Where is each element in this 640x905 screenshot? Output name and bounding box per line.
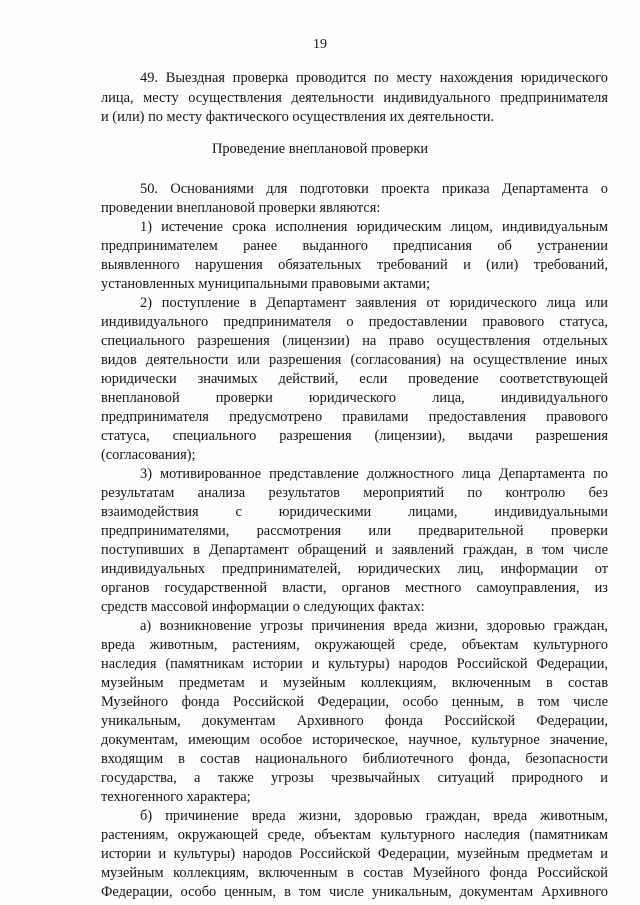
- paragraph-line: наследия (памятникам истории и культуры) народов Российской Федерации,: [101, 656, 608, 672]
- paragraph-line: индивидуальных предпринимателей, юридических лиц, информации от: [101, 561, 608, 577]
- paragraph-line: растениям, окружающей среде, объектам культурного наследия (памятникам: [101, 827, 608, 843]
- paragraph-line: Федерации, особо ценным, в том числе уникальным, документам Архивного: [101, 884, 608, 900]
- paragraph-line: взаимодействия с юридическими лицами, индивидуальными: [101, 504, 608, 520]
- paragraph-line: 2) поступление в Департамент заявления от юридического лица или: [140, 295, 608, 311]
- paragraph-line: юридически значимых действий, если проведение соответствующей: [101, 371, 608, 387]
- paragraph-line: входящим в состав национального библиотечного фонда, безопасности: [101, 751, 608, 767]
- paragraph-line: предпринимателями, рассмотрения или предварительной проверки: [101, 523, 608, 539]
- paragraph-line: 49. Выездная проверка проводится по месту нахождения юридического: [140, 70, 608, 86]
- paragraph-line: и (или) по месту фактического осуществления их деятельности.: [101, 109, 495, 125]
- paragraph-line: индивидуального предпринимателя о предоставлении правового статуса,: [101, 314, 608, 330]
- paragraph-line: видов деятельности или разрешения (согласования) на осуществление иных: [101, 352, 608, 368]
- paragraph-line: 1) истечение срока исполнения юридическим лицом, индивидуальным: [140, 219, 608, 235]
- paragraph-line: 3) мотивированное представление должностного лица Департамента по: [140, 466, 608, 482]
- paragraph-line: истории и культуры) народов Российской Федерации, музейным предметам и: [101, 846, 608, 862]
- paragraph-line: статуса, специального разрешения (лицензии), выдачи разрешения: [101, 428, 608, 444]
- paragraph-line: государства, а также угрозы чрезвычайных ситуаций природного и: [101, 770, 608, 786]
- paragraph-line: установленных муниципальными правовыми актами;: [101, 276, 431, 292]
- paragraph-line: выявленного нарушения обязательных требований и (или) требований,: [101, 257, 608, 273]
- page-number: 19: [313, 37, 327, 52]
- paragraph-line: лица, месту осуществления деятельности индивидуального предпринимателя: [101, 90, 608, 106]
- paragraph-line: предпринимателя предусмотрено правилами предоставления правового: [101, 409, 608, 425]
- paragraph-line: техногенного характера;: [101, 789, 251, 805]
- paragraph-line: внеплановой проверки юридического лица, индивидуального: [101, 390, 608, 406]
- paragraph-line: предпринимателем ранее выданного предписания об устранении: [101, 238, 608, 254]
- paragraph-line: музейным коллекциям, включенным в состав Музейного фонда Российской: [101, 865, 608, 881]
- paragraph-line: б) причинение вреда жизни, здоровью граждан, вреда животным,: [140, 808, 608, 824]
- paragraph-line: а) возникновение угрозы причинения вреда жизни, здоровью граждан,: [140, 618, 608, 634]
- paragraph-line: специального разрешения (лицензии) на право осуществления отдельных: [101, 333, 608, 349]
- paragraph-line: средств массовой информации о следующих фактах:: [101, 599, 425, 615]
- paragraph-line: Музейного фонда Российской Федерации, особо ценным, в том числе: [101, 694, 608, 710]
- paragraph-line: поступивших в Департамент обращений и заявлений граждан, в том числе: [101, 542, 608, 558]
- paragraph-line: музейным предметам и музейным коллекциям, включенным в состав: [101, 675, 608, 691]
- section-heading: Проведение внеплановой проверки: [211, 141, 429, 157]
- paragraph-line: органов государственной власти, органов местного самоуправления, из: [101, 580, 608, 596]
- paragraph-line: результатам анализа результатов мероприятий по контролю без: [101, 485, 608, 501]
- paragraph-line: вреда животным, растениям, окружающей среде, объектам культурного: [101, 637, 608, 653]
- paragraph-line: документам, имеющим особое историческое, научное, культурное значение,: [101, 732, 608, 748]
- paragraph-line: 50. Основаниями для подготовки проекта приказа Департамента о: [140, 181, 608, 197]
- paragraph-line: (согласования);: [101, 447, 196, 463]
- paragraph-line: уникальным, документам Архивного фонда Российской Федерации,: [101, 713, 608, 729]
- paragraph-line: проведении внеплановой проверки являются:: [101, 200, 381, 216]
